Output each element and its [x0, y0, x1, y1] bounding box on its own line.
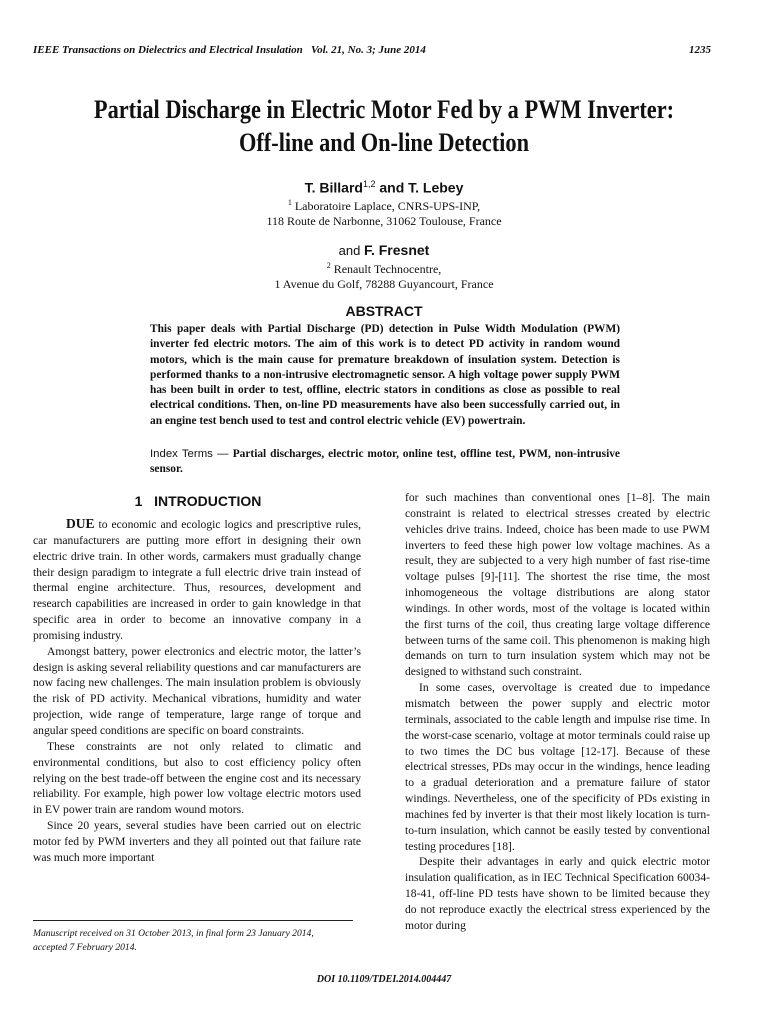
author-fresnet: F. Fresnet [363, 242, 430, 258]
journal-citation: IEEE Transactions on Dielectrics and Electrical Insulation Vol. 21, No. 3; June 2014 [33, 44, 426, 56]
title-line-2: Off-line and On-line Detection [238, 128, 530, 157]
affil-1-line-1: Laboratoire Laplace, CNRS-UPS-INP, [291, 199, 481, 213]
affil-1-line-2: 118 Route de Narbonne, 31062 Toulouse, France [266, 214, 502, 228]
paragraph: DUE to economic and ecologic logics and prescriptive rules, car manufacturers are putting more effort in designing their own electric drive train. In other words, carmakers must gradually change their design paradigm to integrate a full electric drive train instead of thermal engine architecture. Thus, resources, development and research capabilities are increased in order to gain knowledge in that specific area in order to become an innovative company in a promising industry. [33, 516, 361, 642]
affiliation-2 [0, 258, 768, 292]
footnote-divider [33, 920, 353, 921]
author-lebey: T. Lebey [408, 179, 464, 196]
title-line-1: Partial Discharge in Electric Motor Fed by a PWM Inverter: [93, 95, 675, 124]
manuscript-footnote [33, 927, 363, 954]
author-line-1 [0, 179, 768, 196]
page-number: 1235 [689, 44, 711, 56]
paragraph: Despite their advantages in early and quick electric motor insulation qualification, as in IEC Technical Specification 60034-18-41, off-line PD tests have shown to be limited because they do not reproduce exactly the electrical stress experienced by the motor during [405, 855, 710, 932]
author-billard: T. Billard [304, 179, 363, 196]
paragraph: In some cases, overvoltage is created due to impedance mismatch between the power supply and electric motor terminals, associated to the cable length and impulse rise time. In the worst-case scenario, voltage at motor terminals could raise up to two times the DC bus voltage [12-17]. Because of these electrical stresses, PDs may occur in the windings, hence leading to a gradual deterioration and a premature failure of stator windings. Nevertheless, one of the specificity of PDs existing in machines fed by inverter is that their most likely location is turn-to-turn insulation, which cannot be easily tested by conventional testing procedures [18]. [405, 681, 710, 853]
abstract-heading: ABSTRACT [345, 303, 423, 319]
index-terms-label: Index Terms — [150, 448, 233, 460]
section-heading-introduction: 1 INTRODUCTION [134, 493, 262, 509]
paper-title [80, 93, 689, 159]
affil-2-line-2: 1 Avenue du Golf, 78288 Guyancourt, France [274, 277, 494, 291]
index-terms-list: Partial discharges, electric motor, online test, offline test, PWM, non-intrusive sensor. [150, 448, 620, 476]
author-line-2 [0, 242, 768, 258]
drop-lead-word: DUE [66, 516, 95, 531]
author-2-conjunction: and [338, 243, 364, 258]
affiliation-1 [0, 195, 768, 229]
author-conjunction: and [375, 179, 409, 196]
footnote-line-1: Manuscript received on 31 October 2013, in final form 23 January 2014, [33, 928, 314, 939]
author-billard-affil-sup: 1,2 [362, 179, 376, 189]
right-column [405, 490, 710, 934]
footnote-line-2: accepted 7 February 2014. [33, 941, 137, 953]
paragraph: for such machines than conventional ones [1–8]. The main constraint is related to electrical stresses created by electric vehicles drive trains. Indeed, choice has been made to use PWM inverters to feed these high power low voltage machines. As a result, they are subjected to a very high number of fast rise-time voltage pulses [9]-[11]. The shortest the rise time, the most inhomogeneous the voltage distributions are along stator windings. In other words, most of the voltage is located within the first turns of the coil, thus creating large voltage difference between turns of the same coil. This phenomenon is making high demands on turn to turn insulation system which may not be designed to withstand such constraint. [405, 491, 710, 679]
abstract-text: This paper deals with Partial Discharge (PD) detection in Pulse Width Modulation (PWM) inverter fed electric motors. The aim of this work is to detect PD activity in random wound motors, which is the main cause for premature breakdown of insulation system. Detection is performed thanks to a non-intrusive electromagnetic sensor. A high voltage power supply PWM has been built in order to test, offline, electric stators in conditions as close as possible to real electrical conditions. Then, on-line PD measurements have also been successfully carried out, in an engine test bench used to test and control electric vehicle (EV) powertrain. [150, 323, 620, 427]
affil-2-line-1: Renault Technocentre, [330, 262, 442, 276]
affil-2-sup: 2 [326, 261, 331, 270]
running-header [33, 44, 711, 60]
doi-footer: DOI 10.1109/TDEI.2014.004447 [316, 974, 452, 985]
left-column [33, 516, 361, 866]
paragraph: Since 20 years, several studies have been carried out on electric motor fed by PWM inverters and they all pointed out that failure rate was much more important [33, 819, 361, 864]
paragraph: These constraints are not only related to climatic and environmental conditions, but also to cost efficiency policy often relying on the best trade-off between the engine cost and its necessary reliability. For example, high power low voltage electric motors used in EV power train are random wound motors. [33, 739, 361, 817]
affil-1-sup: 1 [287, 198, 292, 207]
index-terms [150, 447, 620, 478]
paragraph: Amongst battery, power electronics and electric motor, the latter’s design is asking several reliability questions and car manufacturers are now facing new challenges. The main insulation problem is obviously the risk of PD activity. Mechanical vibrations, humidity and water projection, wide range of temperature, large range of torque and angular speed conditions are specific on board constraints. [33, 644, 361, 737]
